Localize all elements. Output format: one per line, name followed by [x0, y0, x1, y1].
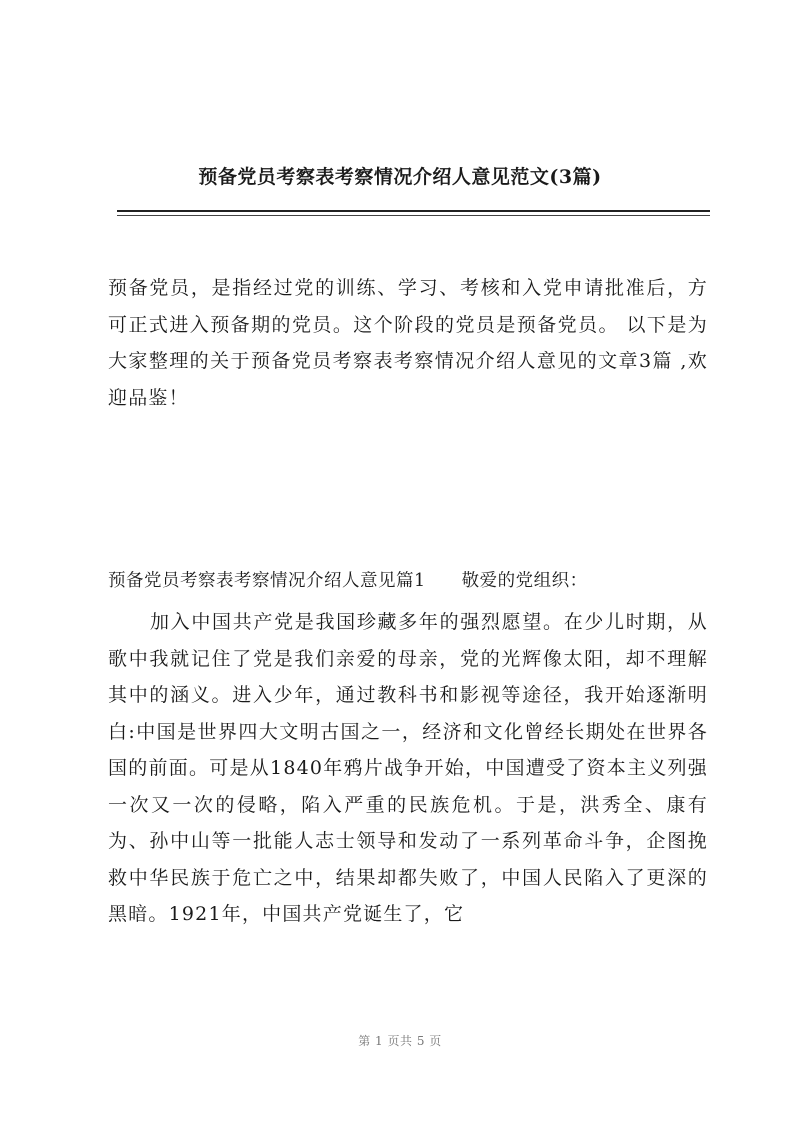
article-salutation: 敬爱的党组织：: [461, 571, 588, 591]
article-body: 加入中国共产党是我国珍藏多年的强烈愿望。在少儿时期，从歌中我就记住了党是我们亲爱的母亲，党的光辉像太阳，却不理解其中的涵义。进入少年，通过教科书和影视等途径，我开始逐渐明白:中国是世界四大文明古国之一，经济和文化曾经长期处在世界各国的前面。可是从1840年鸦片战争开始，中国遭受了资本主义列强一次又一次的侵略，陷入严重的民族危机。于是，洪秀全、康有为、孙中山等一批能人志士领导和发动了一系列革命斗争，企图挽救中华民族于危亡之中，结果却都失败了，中国人民陷入了更深的黑暗。1921年，中国共产党诞生了，它: [108, 611, 708, 925]
page-footer: 第 1 页共 5 页: [358, 1034, 442, 1048]
title-divider-thin: [117, 215, 710, 216]
document-title: 预备党员考察表考察情况介绍人意见范文(3篇): [198, 166, 602, 188]
article-heading-line: [108, 566, 708, 596]
title-divider: [117, 210, 710, 212]
intro-paragraph: 预备党员，是指经过党的训练、学习、考核和入党申请批准后，方可正式进入预备期的党员。这个阶段的党员是预备党员。 以下是为大家整理的关于预备党员考察表考察情况介绍人意见的文章3篇 ,欢迎品鉴！: [108, 277, 708, 409]
article-heading: 预备党员考察表考察情况介绍人意见篇1: [108, 571, 426, 591]
